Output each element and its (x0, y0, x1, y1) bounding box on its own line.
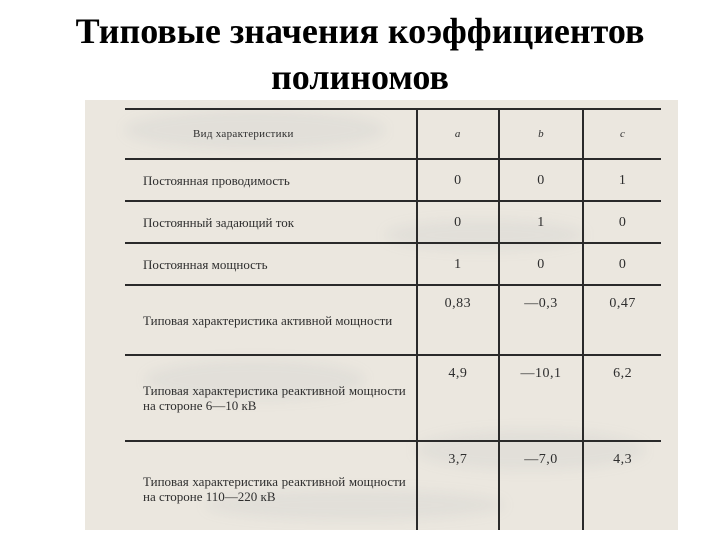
table-row (125, 159, 661, 201)
table-row (125, 243, 661, 285)
scanned-table-image (85, 100, 678, 530)
row-name: Постоянная мощность (143, 256, 268, 272)
coefficients-table (125, 108, 661, 530)
row-value-c: 1 (583, 159, 661, 201)
row-value-b: —0,3 (499, 285, 583, 355)
row-value-a: 0 (417, 159, 499, 201)
header-a: a (417, 109, 499, 159)
row-value-b: 1 (499, 201, 583, 243)
row-value-a: 4,9 (417, 355, 499, 441)
row-value-b: —10,1 (499, 355, 583, 441)
slide-title: Типовые значения коэффициентов полиномов (75, 11, 645, 97)
header-b: b (499, 109, 583, 159)
row-value-c: 0 (583, 243, 661, 285)
row-value-c: 0,47 (583, 285, 661, 355)
row-value-c: 0 (583, 201, 661, 243)
row-name: Постоянный задающий ток (143, 214, 295, 230)
row-value-c: 6,2 (583, 355, 661, 441)
header-c: c (583, 109, 661, 159)
table-row (125, 355, 661, 441)
row-value-c: 4,3 (583, 441, 661, 530)
row-value-b: 0 (499, 159, 583, 201)
row-value-a: 3,7 (417, 441, 499, 530)
table-row (125, 441, 661, 530)
table-row (125, 285, 661, 355)
row-value-a: 0,83 (417, 285, 499, 355)
header-characteristic-type: Вид характеристики (193, 128, 294, 140)
row-name: Типовая характеристика реактивной мощности на стороне 110—220 кВ (143, 474, 406, 504)
row-name: Типовая характеристика активной мощности (143, 312, 393, 328)
row-value-a: 1 (417, 243, 499, 285)
table-header-row (125, 109, 661, 159)
row-value-b: 0 (499, 243, 583, 285)
row-name: Типовая характеристика реактивной мощности на стороне 6—10 кВ (143, 383, 406, 413)
row-value-a: 0 (417, 201, 499, 243)
row-name: Постоянная проводимость (143, 172, 290, 188)
table-row (125, 201, 661, 243)
row-value-b: —7,0 (499, 441, 583, 530)
